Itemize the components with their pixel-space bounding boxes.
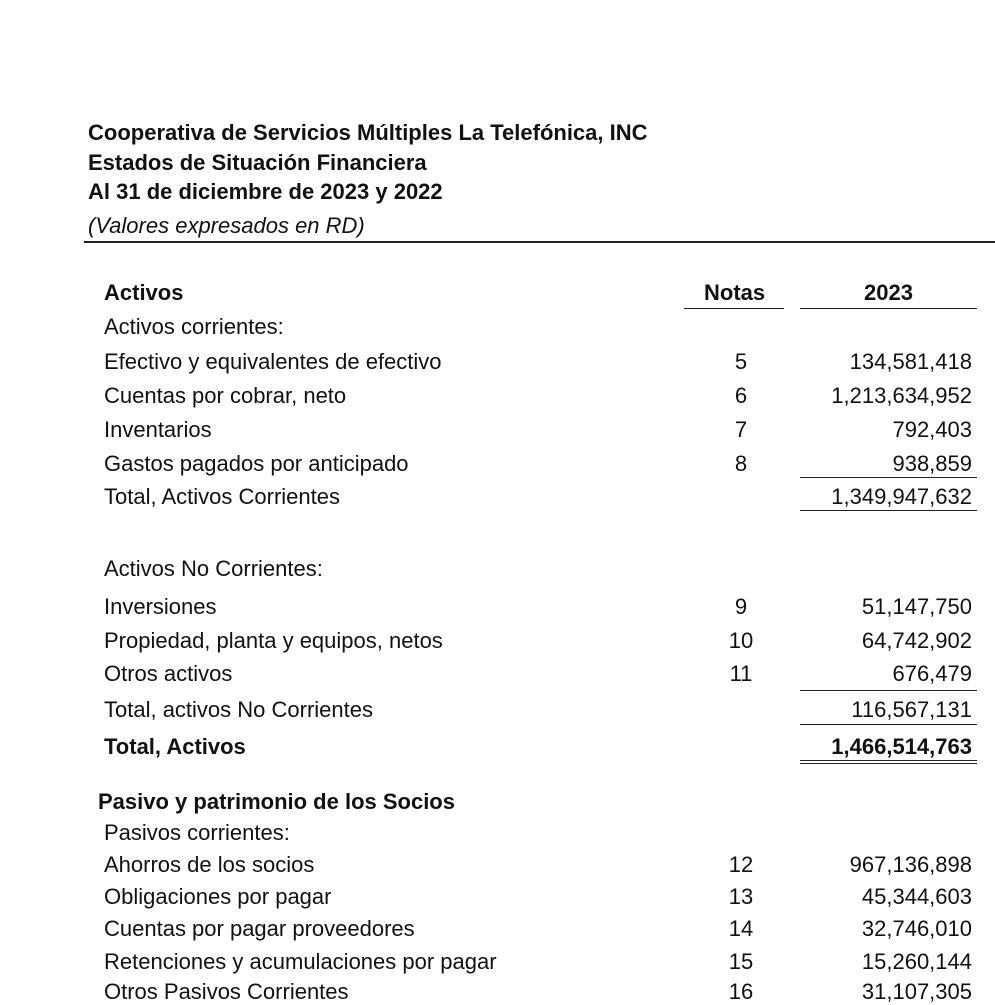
liabilities-heading: Pasivo y patrimonio de los Socios xyxy=(98,789,455,814)
total-assets-label: Total, Activos xyxy=(104,734,246,759)
noncurrent-assets-heading: Activos No Corrientes: xyxy=(104,556,323,581)
row-label: Cuentas por pagar proveedores xyxy=(104,916,415,941)
row-note: 12 xyxy=(728,852,754,877)
row-label: Cuentas por cobrar, neto xyxy=(104,383,347,408)
header-divider xyxy=(84,241,995,243)
subtotal-underline xyxy=(800,724,977,725)
row-note: 9 xyxy=(734,594,748,619)
row-value: 1,213,634,952 xyxy=(831,383,972,408)
year-header-underline xyxy=(800,308,977,309)
row-note: 13 xyxy=(728,884,754,909)
row-value: 45,344,603 xyxy=(861,884,972,909)
row-label: Otros activos xyxy=(104,661,233,686)
column-header-notes: Notas xyxy=(704,280,766,305)
row-label: Propiedad, planta y equipos, netos xyxy=(104,628,443,653)
row-value: 938,859 xyxy=(892,451,972,476)
row-note: 15 xyxy=(728,949,754,974)
row-value: 51,147,750 xyxy=(861,594,972,619)
row-note: 8 xyxy=(734,451,748,476)
subtotal-rule xyxy=(800,690,977,691)
row-label: Gastos pagados por anticipado xyxy=(104,451,409,476)
company-name: Cooperativa de Servicios Múltiples La Telefónica, INC xyxy=(88,120,648,145)
row-label: Efectivo y equivalentes de efectivo xyxy=(104,349,442,374)
row-value: 15,260,144 xyxy=(861,949,972,974)
row-value: 64,742,902 xyxy=(861,628,972,653)
row-value: 967,136,898 xyxy=(849,852,972,877)
row-note: 7 xyxy=(734,417,748,442)
row-value: 32,746,010 xyxy=(861,916,972,941)
row-label: Inversiones xyxy=(104,594,217,619)
current-assets-heading: Activos corrientes: xyxy=(104,314,284,339)
row-value: 134,581,418 xyxy=(849,349,972,374)
subtotal-rule xyxy=(800,477,977,478)
total-double-underline-1 xyxy=(800,760,977,761)
row-note: 14 xyxy=(728,916,754,941)
subtotal-label: Total, Activos Corrientes xyxy=(104,484,340,509)
current-liabilities-heading: Pasivos corrientes: xyxy=(104,820,290,845)
row-value: 676,479 xyxy=(892,661,972,686)
row-label: Inventarios xyxy=(104,417,212,442)
currency-note: (Valores expresados en RD) xyxy=(88,213,365,238)
total-assets-value: 1,466,514,763 xyxy=(831,734,972,759)
row-label: Obligaciones por pagar xyxy=(104,884,332,909)
row-label: Ahorros de los socios xyxy=(104,852,315,877)
total-double-underline-2 xyxy=(800,763,977,764)
subtotal-label: Total, activos No Corrientes xyxy=(104,697,373,722)
row-note: 16 xyxy=(728,979,754,1004)
statement-date: Al 31 de diciembre de 2023 y 2022 xyxy=(88,179,443,204)
section-heading-assets: Activos xyxy=(104,280,184,305)
statement-title: Estados de Situación Financiera xyxy=(88,150,427,175)
row-label: Otros Pasivos Corrientes xyxy=(104,979,349,1004)
row-value: 792,403 xyxy=(892,417,972,442)
subtotal-underline xyxy=(800,510,977,511)
column-header-year: 2023 xyxy=(864,280,913,305)
row-note: 10 xyxy=(728,628,754,653)
subtotal-value: 1,349,947,632 xyxy=(831,484,972,509)
row-label: Retenciones y acumulaciones por pagar xyxy=(104,949,497,974)
row-note: 11 xyxy=(729,661,753,686)
subtotal-value: 116,567,131 xyxy=(851,697,972,722)
row-note: 5 xyxy=(734,349,748,374)
row-note: 6 xyxy=(734,383,748,408)
row-value: 31,107,305 xyxy=(861,979,972,1004)
notes-header-underline xyxy=(684,308,784,309)
